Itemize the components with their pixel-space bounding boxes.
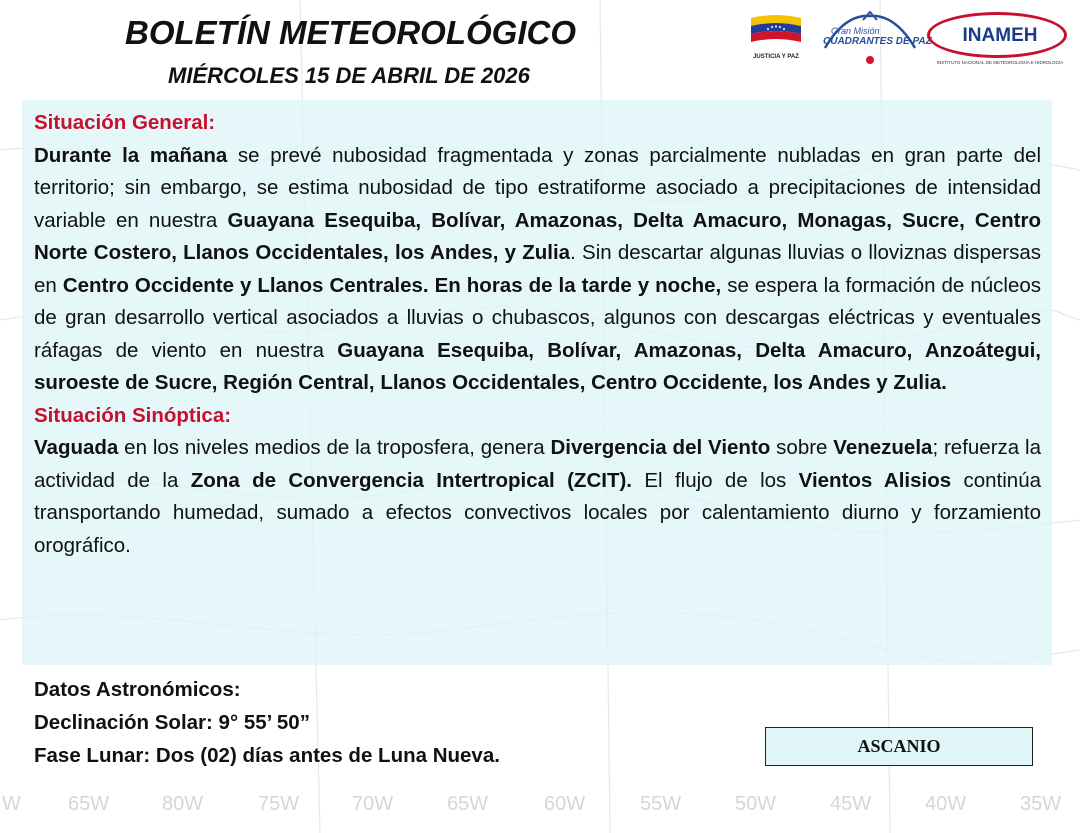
highlighted-text: Divergencia del Viento: [550, 436, 771, 459]
longitude-label: 50W: [735, 793, 777, 815]
forecaster-signature: ASCANIO: [765, 727, 1033, 766]
venezuela-flag-icon: [751, 14, 801, 44]
venezuela-flag-logo: [745, 10, 807, 70]
longitude-label: 45W: [830, 793, 872, 815]
longitude-label: 75W: [258, 793, 300, 815]
longitude-label: 55W: [640, 793, 682, 815]
flag-caption: JUSTICIA Y PAZ: [753, 54, 799, 60]
situacion-sinoptica-heading: Situación Sinóptica:: [34, 403, 232, 427]
astronomical-data: [34, 673, 500, 772]
situacion-general-text: [34, 140, 1041, 400]
solar-declination: Declinación Solar: 9° 55’ 50”: [34, 711, 310, 734]
inameh-logo: [925, 8, 1075, 68]
longitude-label: 35W: [1020, 793, 1062, 815]
forecast-text: [34, 107, 1041, 562]
highlighted-text: Zona de Convergencia Intertropical (ZCIT).: [190, 468, 633, 492]
body-text: se prevé nubosidad fragmentada y zonas parcialmente nubladas en gran parte del territorio; sin embargo, se estima nubosidad de tipo estratiforme asociado a precipitaciones de intensidad variable en nuestra: [34, 143, 1041, 232]
body-text: ; refuerza la actividad de la: [34, 436, 1041, 492]
longitude-label: W: [2, 793, 21, 815]
body-text: . Sin descartar algunas lluvias o lloviznas dispersas en: [34, 241, 1041, 297]
situacion-general-heading: Situación General:: [34, 111, 216, 134]
bulletin-date: MIÉRCOLES 15 DE ABRIL DE 2026: [168, 63, 530, 88]
body-text: en los niveles medios de la troposfera, genera: [118, 436, 551, 459]
bulletin-title: BOLETÍN METEOROLÓGICO: [125, 14, 576, 51]
gran-mision-line2: CUADRANTES DE PAZ: [823, 36, 932, 47]
highlighted-text: Vaguada: [34, 436, 119, 459]
highlighted-text: Guayana Esequiba, Bolívar, Amazonas, Delta Amacuro, Anzoátegui, suroeste de Sucre, Región Central, Llanos Occidentales, Centro Occidente, los Andes y Zulia.: [34, 338, 1042, 394]
inameh-name: INAMEH: [962, 25, 1038, 46]
highlighted-text: Centro Occidente y Llanos Centrales. En horas de la tarde y noche,: [62, 273, 722, 297]
logo-bar: [745, 8, 1075, 68]
map-longitude-labels: [0, 793, 1080, 823]
moon-phase: Fase Lunar: Dos (02) días antes de Luna Nueva.: [34, 744, 500, 767]
gran-mision-line1: Gran Misión: [831, 26, 880, 36]
longitude-label: 80W: [162, 793, 204, 815]
body-text: sobre: [770, 436, 834, 459]
longitude-label: 70W: [352, 793, 394, 815]
longitude-label: 40W: [925, 793, 967, 815]
highlighted-text: Venezuela: [833, 436, 933, 459]
astronomical-heading: Datos Astronómicos:: [34, 678, 241, 701]
highlighted-text: Vientos Alisios: [798, 468, 952, 492]
highlighted-text: Guayana Esequiba, Bolívar, Amazonas, Delta Amacuro, Monagas, Sucre, Centro Norte Costero, Llanos Occidentales, los Andes, y Zulia: [34, 208, 1041, 264]
body-text: se espera la formación de núcleos de gran desarrollo vertical asociados a lluvias o chubascos, algunos con descargas eléctricas y eventuales ráfagas de viento en nuestra: [34, 273, 1041, 362]
longitude-label: 65W: [68, 793, 110, 815]
inameh-subtitle: INSTITUTO NACIONAL DE METEOROLOGÍA E HIDROLOGÍA: [936, 60, 1064, 65]
longitude-label: 65W: [447, 793, 489, 815]
longitude-label: 60W: [544, 793, 586, 815]
highlighted-text: Durante la mañana: [34, 143, 228, 167]
body-text: continúa transportando humedad, sumado a efectos convectivos locales por calentamiento diurno y forzamiento orográfico.: [34, 468, 1042, 557]
situacion-sinoptica-text: [34, 432, 1041, 562]
body-text: El flujo de los: [632, 468, 799, 492]
gran-mision-logo: [815, 8, 932, 68]
